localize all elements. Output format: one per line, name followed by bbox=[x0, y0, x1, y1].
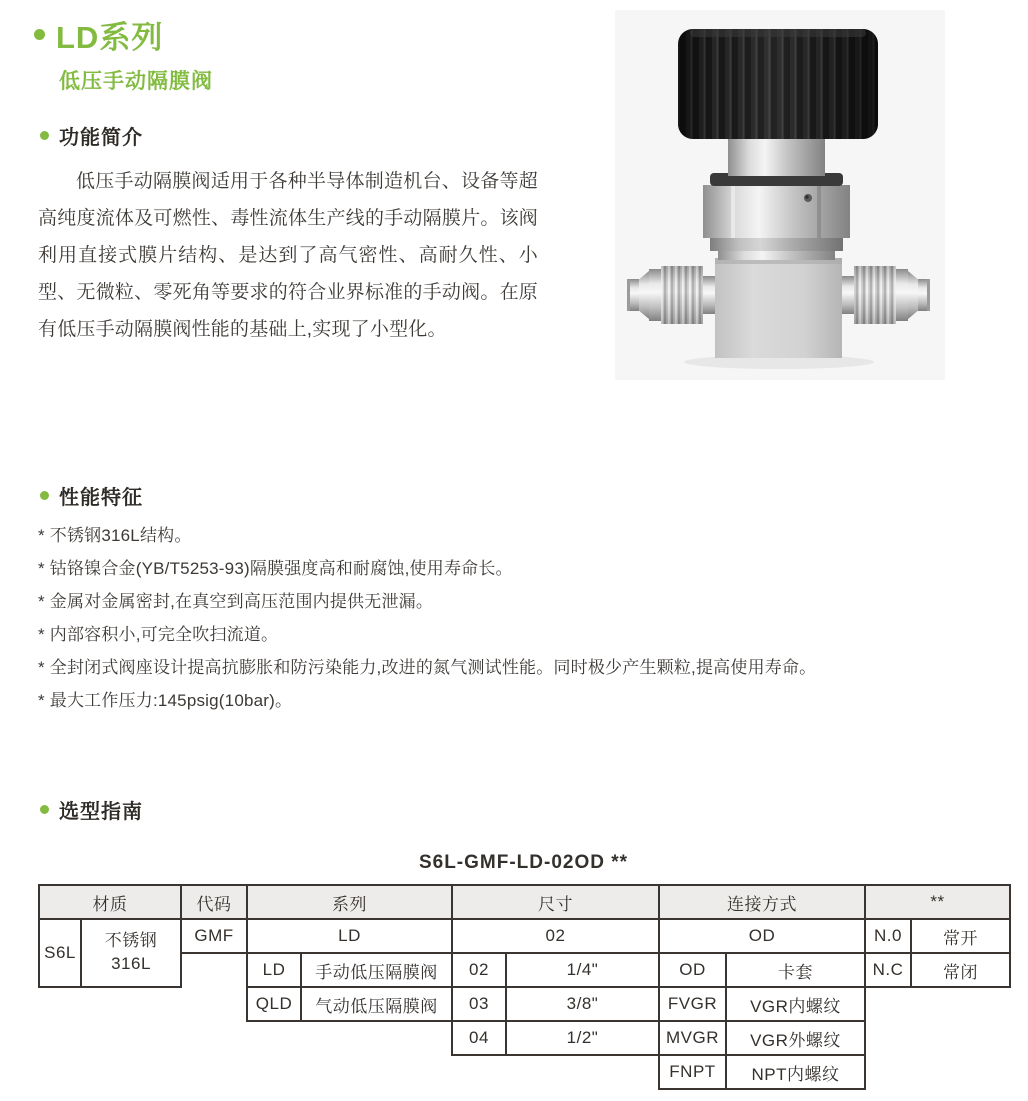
feature-item: * 钴铬镍合金(YB/T5253-93)隔膜强度高和耐腐蚀,使用寿命长。 bbox=[38, 559, 513, 578]
model-code-title: S6L-GMF-LD-02OD ** bbox=[418, 852, 629, 873]
section-heading-label: 性能特征 bbox=[59, 487, 143, 509]
cell-conn-name: 卡套 bbox=[726, 953, 865, 987]
material-name-line1: 不锈钢 bbox=[104, 931, 158, 951]
selection-table bbox=[38, 884, 1011, 1090]
cell-conn-name: VGR外螺纹 bbox=[726, 1021, 865, 1055]
table-row bbox=[39, 953, 1010, 987]
feature-item: * 金属对金属密封,在真空到高压范围内提供无泄漏。 bbox=[38, 592, 434, 611]
cell-size-code: 03 bbox=[452, 987, 506, 1021]
cell-size-name: 3/8" bbox=[506, 987, 659, 1021]
cell-conn-code: FNPT bbox=[659, 1055, 726, 1089]
product-photo-panel bbox=[615, 10, 945, 380]
bullet-icon bbox=[40, 805, 49, 814]
section-selection-heading bbox=[40, 795, 143, 824]
bullet-icon bbox=[40, 491, 49, 500]
valve-bonnet bbox=[703, 173, 850, 260]
title-block bbox=[34, 12, 213, 95]
page-subtitle: 低压手动隔膜阀 bbox=[59, 70, 213, 93]
cell-series-code: LD bbox=[247, 953, 301, 987]
cell-state-name: 常闭 bbox=[911, 953, 1010, 987]
material-name-line2: 316L bbox=[111, 954, 151, 973]
cell-series-name: 手动低压隔膜阀 bbox=[301, 953, 452, 987]
feature-item: * 全封闭式阀座设计提高抗膨胀和防污染能力,改进的氮气测试性能。同时极少产生颗粒,提高使用寿命。 bbox=[38, 658, 817, 677]
table-row bbox=[39, 1021, 1010, 1055]
table-row bbox=[39, 919, 1010, 953]
cell-material-code: S6L bbox=[39, 919, 81, 987]
cell-size: 02 bbox=[452, 919, 659, 953]
feature-item: * 最大工作压力:145psig(10bar)。 bbox=[38, 691, 293, 710]
cell-size-name: 1/4" bbox=[506, 953, 659, 987]
cell-conn-name: VGR内螺纹 bbox=[726, 987, 865, 1021]
valve-photo bbox=[615, 10, 945, 380]
cell-state-code: N.C bbox=[865, 953, 911, 987]
features-list bbox=[38, 519, 850, 717]
header-stars: ** bbox=[865, 885, 1010, 919]
valve-knob bbox=[678, 29, 878, 139]
cell-state-code: N.0 bbox=[865, 919, 911, 953]
cell-size-name: 1/2" bbox=[506, 1021, 659, 1055]
header-material: 材质 bbox=[39, 885, 181, 919]
cell-connection: OD bbox=[659, 919, 865, 953]
feature-item: * 不锈钢316L结构。 bbox=[38, 526, 192, 545]
cell-conn-code: MVGR bbox=[659, 1021, 726, 1055]
table-row bbox=[39, 987, 1010, 1021]
intro-paragraph: 低压手动隔膜阀适用于各种半导体制造机台、设备等超高纯度流体及可燃性、毒性流体生产线的手动隔膜片。该阀利用直接式膜片结构、是达到了高气密性、高耐久性、小型、无微粒、零死角等要求的符合业界标准的手动阀。在原有低压手动隔膜阀性能的基础上,实现了小型化。 bbox=[38, 171, 538, 340]
section-heading-label: 选型指南 bbox=[59, 801, 143, 823]
header-size: 尺寸 bbox=[452, 885, 659, 919]
cell-conn-code: FVGR bbox=[659, 987, 726, 1021]
bullet-icon bbox=[34, 29, 45, 40]
cell-series-name: 气动低压隔膜阀 bbox=[301, 987, 452, 1021]
table-header-row bbox=[39, 885, 1010, 919]
header-code: 代码 bbox=[181, 885, 247, 919]
cell-state-name: 常开 bbox=[911, 919, 1010, 953]
section-heading-label: 功能简介 bbox=[59, 127, 143, 149]
cell-size-code: 02 bbox=[452, 953, 506, 987]
bullet-icon bbox=[40, 131, 49, 140]
valve-body bbox=[715, 258, 842, 358]
cell-series-code: QLD bbox=[247, 987, 301, 1021]
header-connection: 连接方式 bbox=[659, 885, 865, 919]
valve-stem bbox=[728, 138, 825, 176]
section-intro-heading bbox=[40, 121, 143, 150]
cell-code: GMF bbox=[181, 919, 247, 953]
cell-series: LD bbox=[247, 919, 452, 953]
header-series: 系列 bbox=[247, 885, 452, 919]
table-row bbox=[39, 1055, 1010, 1089]
cell-conn-code: OD bbox=[659, 953, 726, 987]
cell-material-name bbox=[81, 919, 181, 987]
section-features-heading bbox=[40, 481, 143, 510]
table-void-cell bbox=[181, 953, 247, 987]
feature-item: * 内部容积小,可完全吹扫流道。 bbox=[38, 625, 279, 644]
cell-conn-name: NPT内螺纹 bbox=[726, 1055, 865, 1089]
page-title: LD系列 bbox=[56, 20, 164, 55]
cell-size-code: 04 bbox=[452, 1021, 506, 1055]
